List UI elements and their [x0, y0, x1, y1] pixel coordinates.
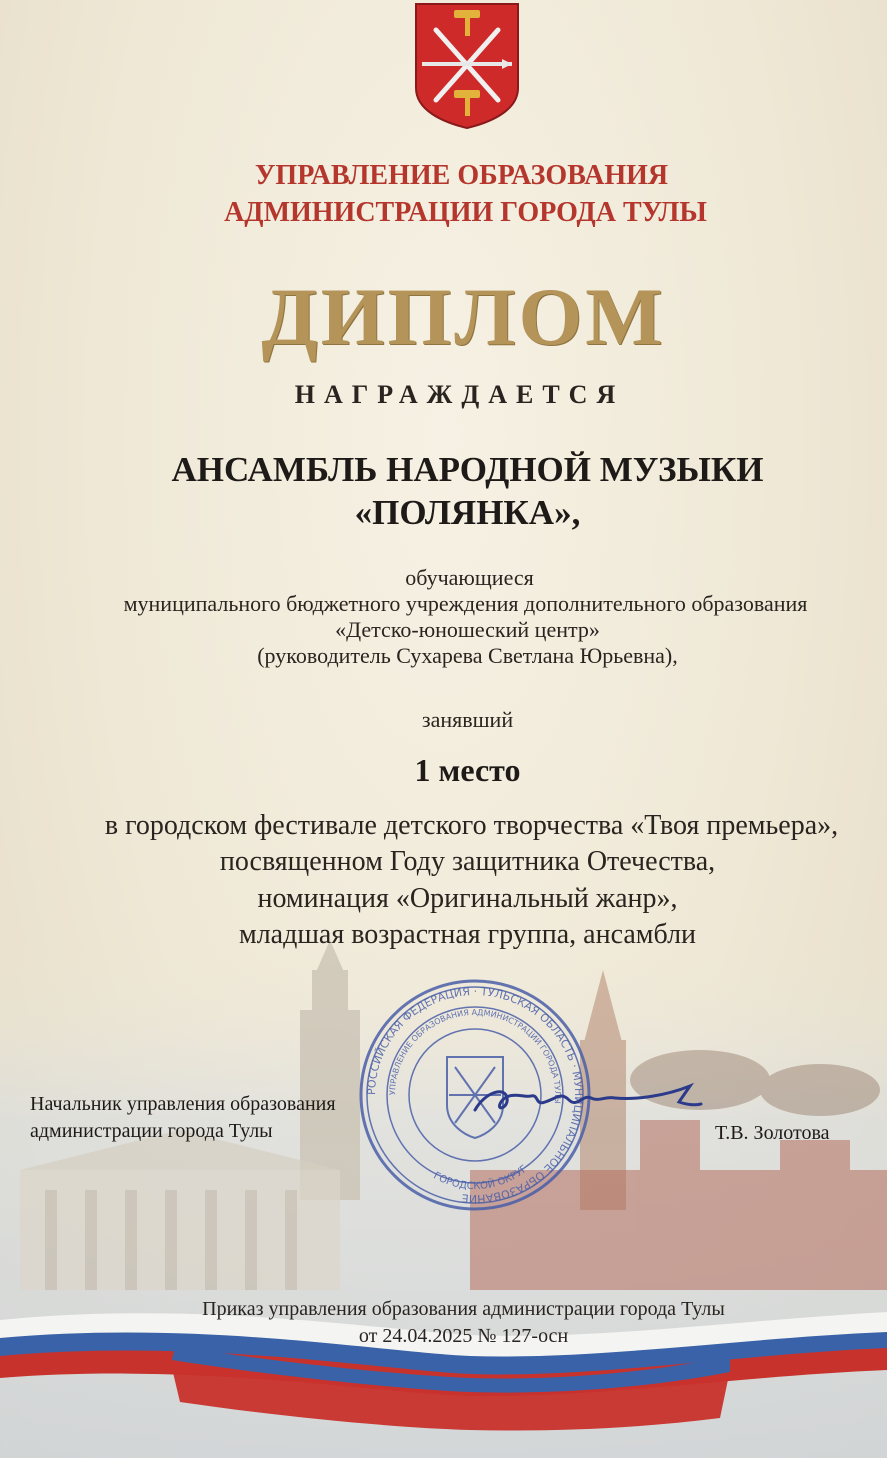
signer-name: Т.В. Золотова — [715, 1122, 830, 1144]
institution-line-4: (руководитель Сухарева Светлана Юрьевна), — [257, 643, 678, 668]
institution-line-3: «Детско-юношеский центр» — [335, 617, 600, 642]
diploma-title: ДИПЛОМ — [261, 271, 666, 362]
order-line-1: Приказ управления образования администрации города Тулы — [202, 1298, 725, 1320]
order-line-2: от 24.04.2025 № 127-осн — [358, 1325, 569, 1347]
seal-inner-text: УПРАВЛЕНИЕ ОБРАЗОВАНИЯ АДМИНИСТРАЦИИ ГОРОДА ТУЛЫ — [387, 1007, 563, 1105]
festival-line-2: посвященном Году защитника Отечества, — [219, 846, 716, 877]
signer-title-line-1: Начальник управления образования — [30, 1093, 336, 1115]
header-line-2: АДМИНИСТРАЦИИ ГОРОДА ТУЛЫ — [224, 197, 707, 228]
institution-line-1: обучающиеся — [405, 565, 534, 590]
festival-line-3: номинация «Оригинальный жанр», — [257, 883, 678, 914]
festival-line-4: младшая возрастная группа, ансамбли — [238, 919, 697, 950]
seal-bottom-text: ГОРОДСКОЙ ОКРУГ — [431, 1163, 530, 1193]
seal-outer-text: РОССИЙСКАЯ ФЕДЕРАЦИЯ · ТУЛЬСКАЯ ОБЛАСТЬ · МУНИЦИПАЛЬНОЕ ОБРАЗОВАНИЕ — [364, 984, 586, 1206]
signer-title-line-2: администрации города Тулы — [30, 1120, 273, 1142]
header-line-1: УПРАВЛЕНИЕ ОБРАЗОВАНИЯ — [254, 160, 669, 191]
awarded-label: НАГРАЖДАЕТСЯ — [294, 380, 625, 409]
recipient-line-2: «ПОЛЯНКА», — [354, 493, 581, 532]
recipient-line-1: АНСАМБЛЬ НАРОДНОЙ МУЗЫКИ — [171, 450, 764, 489]
institution-line-2: муниципального бюджетного учреждения дополнительного образования — [123, 591, 808, 616]
tula-coat-of-arms-icon — [414, 2, 520, 130]
festival-line-1: в городском фестивале детского творчества «Твоя премьера», — [104, 810, 839, 841]
handwritten-signature — [465, 1072, 705, 1122]
place-label: 1 место — [414, 752, 521, 788]
took-label: занявший — [421, 707, 514, 732]
